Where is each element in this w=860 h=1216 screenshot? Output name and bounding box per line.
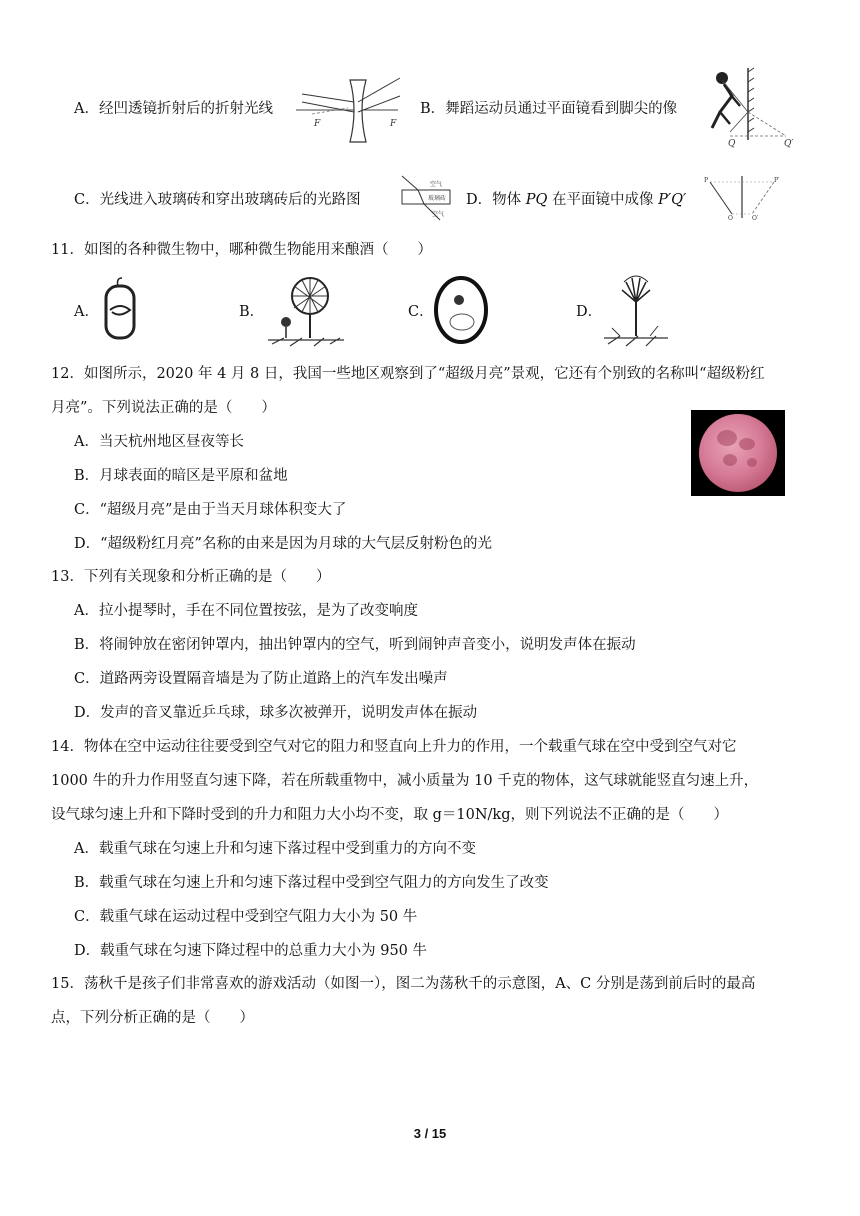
point-p-image-label: P′ [774, 177, 780, 184]
point-p-label: P [704, 177, 709, 184]
air-label-top: 空气 [430, 181, 443, 188]
q11-option-a: A． [74, 304, 99, 320]
q10-option-d-middle: 在平面镜中成像 [547, 192, 659, 208]
point-q-label: Q [728, 139, 736, 148]
image-pq: P′Q′ [658, 192, 687, 208]
point-q-image-label: Q′ [784, 139, 794, 148]
q12-stem-line1: 12．如图所示，2020 年 4 月 8 日，我国一些地区观察到了“超级月亮”景观，它还有个别致的名称叫“超级粉红 [51, 366, 765, 382]
q12-option-d: D．“超级粉红月亮”名称的由来是因为月球的大气层反射粉色的光 [74, 536, 492, 552]
bacterium-figure [98, 276, 144, 346]
q15-stem-line1: 15．荡秋千是孩子们非常喜欢的游戏活动（如图一），图二为荡秋千的示意图，A、C 分别是荡到前后时的最高 [51, 976, 756, 992]
pink-moon-photo [691, 410, 785, 496]
q14-option-a: A．载重气球在匀速上升和匀速下落过程中受到重力的方向不变 [74, 841, 476, 857]
glass-label: 玻璃砖 [428, 195, 447, 202]
yeast-figure [432, 274, 490, 346]
q14-stem-line1: 14．物体在空中运动往往要受到空气对它的阻力和竖直向上升力的作用，一个载重气球在空中受到空气对它 [51, 739, 737, 755]
q14-option-c: C．载重气球在运动过程中受到空气阻力大小为 50 牛 [74, 909, 418, 925]
q11-stem: 11．如图的各种微生物中，哪种微生物能用来酿酒（ ） [51, 242, 432, 258]
q13-option-d: D．发声的音叉靠近乒乓球，球多次被弹开，说明发声体在振动 [74, 705, 478, 721]
q14-option-d: D．载重气球在匀速下降过程中的总重力大小为 950 牛 [74, 943, 428, 959]
concave-lens-figure [292, 74, 404, 150]
q14-option-b: B．载重气球在匀速上升和匀速下落过程中受到空气阻力的方向发生了改变 [74, 875, 549, 891]
q15-stem-line2: 点，下列分析正确的是（ ） [51, 1010, 254, 1026]
point-q-image-label-d: Q′ [752, 215, 759, 220]
q10-option-d-prefix: D．物体 [466, 192, 526, 208]
q11-option-d: D． [576, 304, 603, 320]
page-number: 3 / 15 [413, 1126, 447, 1141]
q12-option-c: C．“超级月亮”是由于当天月球体积变大了 [74, 502, 347, 518]
moon-disc [699, 414, 777, 492]
q10-option-d [466, 190, 686, 210]
q13-option-b: B．将闹钟放在密闭钟罩内，抽出钟罩内的空气，听到闹钟声音变小，说明发声体在振动 [74, 637, 636, 653]
q10-option-b: B．舞蹈运动员通过平面镜看到脚尖的像 [420, 101, 678, 117]
q12-option-b: B．月球表面的暗区是平原和盆地 [74, 468, 288, 484]
mold-figure [264, 272, 348, 352]
q11-option-c: C． [408, 304, 434, 320]
q13-option-c: C．道路两旁设置隔音墙是为了防止道路上的汽车发出噪声 [74, 671, 448, 687]
penicillium-figure [600, 272, 672, 352]
q13-option-a: A．拉小提琴时，手在不同位置按弦，是为了改变响度 [74, 603, 418, 619]
glass-brick-figure [396, 170, 454, 224]
q12-option-a: A．当天杭州地区昼夜等长 [74, 434, 244, 450]
focus-label-right: F [390, 119, 397, 129]
q10-option-a: A．经凹透镜折射后的折射光线 [74, 101, 273, 117]
q14-stem-line2: 1000 牛的升力作用竖直匀速下降，若在所载重物中，减小质量为 10 千克的物体，这气球就能竖直匀速上升， [51, 773, 759, 789]
air-label-bottom: 空气 [432, 211, 445, 218]
focus-label-left: F [314, 119, 321, 129]
q13-stem: 13．下列有关现象和分析正确的是（ ） [51, 569, 331, 585]
q11-option-b: B． [239, 304, 265, 320]
q12-stem-line2: 月亮”。下列说法正确的是（ ） [51, 400, 276, 416]
object-pq: PQ [525, 192, 548, 208]
q10-option-c: C．光线进入玻璃砖和穿出玻璃砖后的光路图 [74, 192, 361, 208]
point-q-label-d: Q [728, 215, 733, 220]
plane-mirror-pq-figure [702, 174, 780, 220]
dancer-mirror-figure [702, 66, 802, 148]
q14-stem-line3: 设气球匀速上升和下降时受到的升力和阻力大小均不变，取 g＝10N/kg，则下列说法不正确的是（ ） [51, 807, 728, 823]
